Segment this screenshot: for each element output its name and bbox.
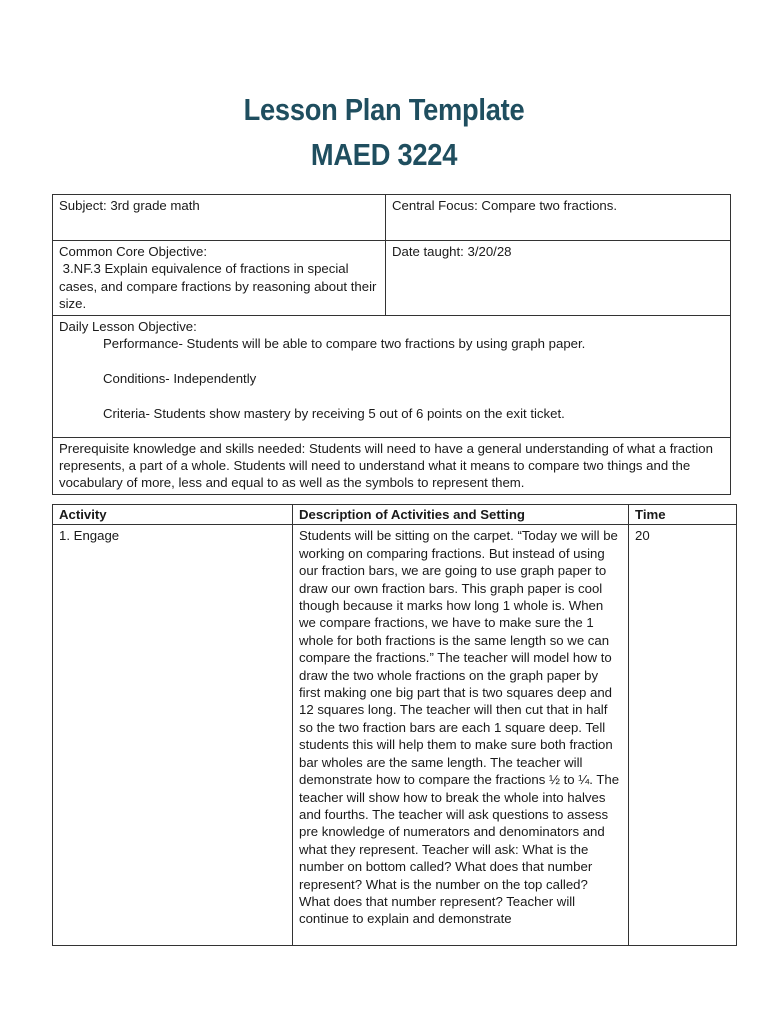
- performance-objective: Performance- Students will be able to compare two fractions by using graph paper.: [103, 336, 586, 352]
- info-row-1: [53, 195, 731, 241]
- prerequisite-cell: Prerequisite knowledge and skills needed: Students will need to have a general understanding of what a fraction represents, a part of a whole. Students will need to understand what it means to compare two things and the vocabulary of more, less and equal to as well as the symbols to represent them.: [53, 437, 731, 494]
- spacer: [59, 387, 724, 404]
- lesson-info-table: [52, 194, 731, 495]
- info-row-3: [53, 315, 731, 437]
- date-taught-cell: Date taught: 3/20/28: [386, 241, 731, 316]
- spacer: [59, 352, 724, 369]
- conditions-objective: Conditions- Independently: [103, 370, 257, 386]
- common-core-label: Common Core Objective:: [59, 244, 208, 259]
- subject-cell: Subject: 3rd grade math: [53, 195, 386, 241]
- activity-cell: 1. Engage: [53, 525, 293, 946]
- info-row-2: [53, 241, 731, 316]
- activities-header-row: [53, 505, 737, 525]
- activity-header: Activity: [53, 505, 293, 525]
- criteria-objective: Criteria- Students show mastery by receiving 5 out of 6 points on the exit ticket.: [103, 405, 565, 421]
- daily-objective-cell: [53, 315, 731, 437]
- daily-objective-label: Daily Lesson Objective:: [59, 318, 197, 334]
- course-code: MAED 3224: [310, 137, 458, 172]
- time-header: Time: [629, 505, 737, 525]
- document-title: Lesson Plan Template: [243, 92, 525, 127]
- time-cell: 20: [629, 525, 737, 946]
- table-row: [53, 525, 737, 946]
- info-row-4: [53, 437, 731, 494]
- description-cell: Students will be sitting on the carpet. “Today we will be working on comparing fractions. But instead of using our fraction bars, we are going to use graph paper to draw our own fraction bars. This graph paper is cool though because it marks how long 1 whole is. When we compare fractions, we have to make sure the 1 whole for both fractions is the same length so we can compare the fractions.” The teacher will model how to draw the two whole fractions on the graph paper by first making one big part that is two squares deep and 12 squares long. The teacher will then cut that in half so the two fraction bars are each 1 square deep. Tell students this will help them to make sure both fraction bar wholes are the same length. The teacher will demonstrate how to compare the fractions ½ to ¼. The teacher will show how to break the whole into halves and fourths. The teacher will ask questions to assess pre knowledge of numerators and denominators and what they represent. Teacher will ask: What is the number on bottom called? What does that number represent? What is the number on the top called? What does that number represent? Teacher will continue to explain and demonstrate: [293, 525, 629, 946]
- central-focus-cell: Central Focus: Compare two fractions.: [386, 195, 731, 241]
- common-core-cell: [53, 241, 386, 316]
- activities-table: [52, 504, 737, 946]
- description-header: Description of Activities and Setting: [293, 505, 629, 525]
- common-core-text: 3.NF.3 Explain equivalence of fractions in special cases, and compare fractions by reasoning about their size.: [59, 261, 381, 312]
